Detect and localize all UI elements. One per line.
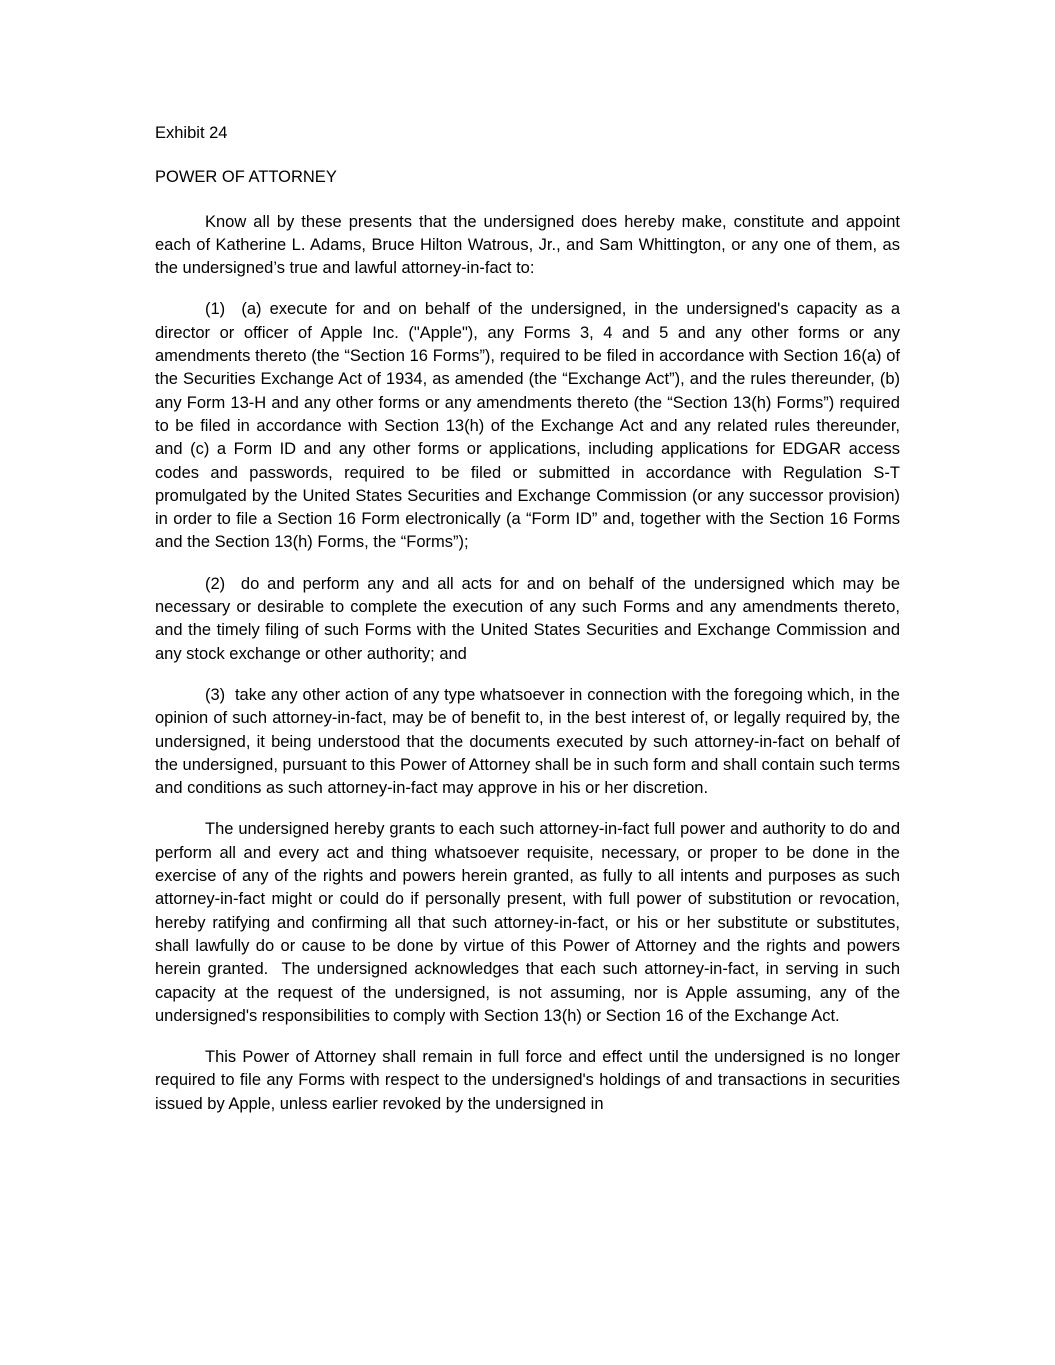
paragraph: This Power of Attorney shall remain in full force and effect until the undersigned is no longer required to file any Forms with respect to the undersigned's holdings of and transactions in securities issued by Apple, unless earlier revoked by the undersigned in [155, 1048, 900, 1113]
paragraph: The undersigned hereby grants to each such attorney-in-fact full power and authority to do and perform all and every act and thing whatsoever requisite, necessary, or proper to be done in the exercise of any of the rights and powers herein granted, as fully to all intents and purposes as such attorney-in-fact might or could do if personally present, with full power of substitution or revocation, hereby ratifying and confirming all that such attorney-in-fact, or his or her substitute or substitutes, shall lawfully do or cause to be done by virtue of this Power of Attorney and the rights and powers herein granted. The undersigned acknowledges that each such attorney-in-fact, in serving in such capacity at the request of the undersigned, is not assuming, nor is Apple assuming, any of the undersigned's responsibilities to comply with Section 13(h) or Section 16 of the Exchange Act. [155, 820, 900, 1025]
paragraph: Know all by these presents that the undersigned does hereby make, constitute and appoint each of Katherine L. Adams, Bruce Hilton Watrous, Jr., and Sam Whittington, or any one of them, as the undersigned’s true and lawful attorney-in-fact to: [155, 212, 900, 278]
document-title: POWER OF ATTORNEY [155, 168, 337, 187]
paragraph: (2) do and perform any and all acts for and on behalf of the undersigned which may be necessary or desirable to complete the execution of any such Forms and any amendments thereto, and the timely filing of such Forms with the United States Securities and Exchange Commission and any stock exchange or other authority; and [155, 574, 900, 663]
paragraph: (1) (a) execute for and on behalf of the undersigned, in the undersigned's capacity as a director or officer of Apple Inc. ("Apple"), any Forms 3, 4 and 5 and any other forms or any amendments thereto (the “Section 16 Forms”), required to be filed in accordance with Section 16(a) of the Securities Exchange Act of 1934, as amended (the “Exchange Act”), and the rules thereunder, (b) any Form 13-H and any other forms or any amendments thereto (the “Section 13(h) Forms”) required to be filed in accordance with Section 13(h) of the Exchange Act and any related rules thereunder, and (c) a Form ID and any other forms or applications, including applications for EDGAR access codes and passwords, required to be filed or submitted in accordance with Regulation S-T promulgated by the United States Securities and Exchange Commission (or any successor provision) in order to file a Section 16 Form electronically (a “Form ID” and, together with the Section 16 Forms and the Section 13(h) Forms, the “Forms”); [155, 300, 900, 552]
exhibit-label: Exhibit 24 [155, 124, 228, 142]
document-paragraphs [155, 211, 900, 1116]
paragraph: (3) take any other action of any type whatsoever in connection with the foregoing which, in the opinion of such attorney-in-fact, may be of benefit to, in the best interest of, or legally required by, the undersigned, it being understood that the documents executed by such attorney-in-fact on behalf of the undersigned, pursuant to this Power of Attorney shall be in such form and shall contain such terms and conditions as such attorney-in-fact may approve in his or her discretion. [155, 685, 900, 798]
